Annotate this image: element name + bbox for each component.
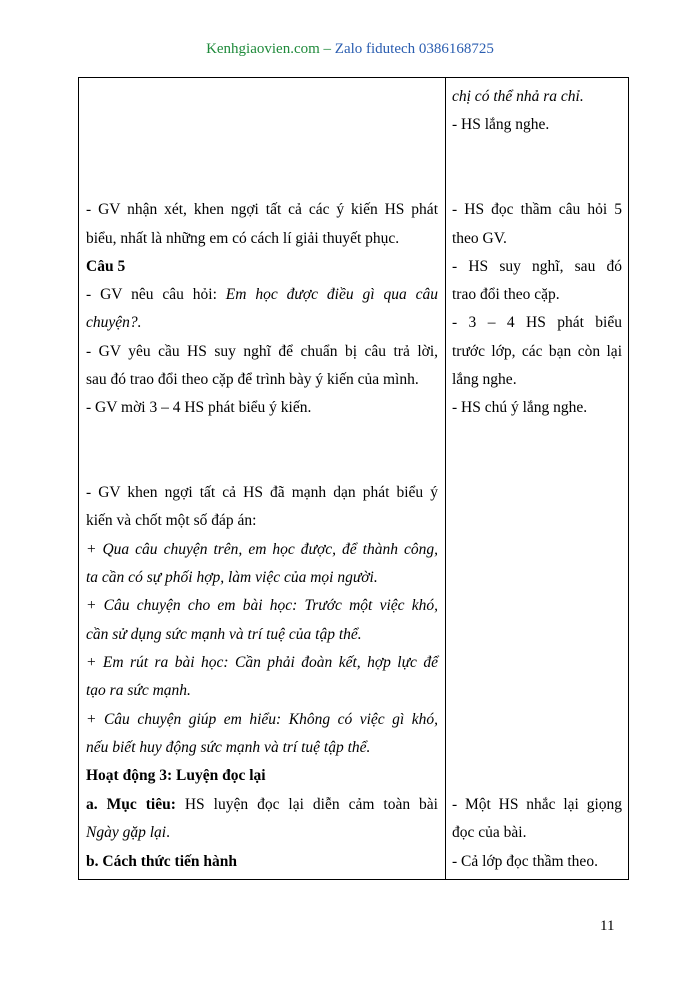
right-line: đọc của bài. xyxy=(452,824,527,841)
answer-line: nếu biết huy động sức mạnh và trí tuệ tập thể. xyxy=(86,739,371,756)
right-line: theo GV. xyxy=(452,230,507,247)
objective-text: HS luyện đọc lại diễn cảm toàn bài xyxy=(175,796,438,813)
left-line: chuyện?. xyxy=(86,314,142,331)
answer-line: + Câu chuyện cho em bài học: Trước một việc khó, xyxy=(86,597,438,614)
left-line: - GV mời 3 – 4 HS phát biểu ý kiến. xyxy=(86,399,312,416)
answer-line: + Em rút ra bài học: Cần phải đoàn kết, hợp lực để xyxy=(86,654,438,671)
answer-line: cần sử dụng sức mạnh và trí tuệ của tập thể. xyxy=(86,626,362,643)
left-line: - GV nhận xét, khen ngợi tất cả các ý kiến HS phát xyxy=(86,201,438,218)
left-line: - GV yêu cầu HS suy nghĩ để chuẩn bị câu trả lời, xyxy=(86,343,438,360)
zalo-contact[interactable]: Zalo fidutech 0386168725 xyxy=(334,41,494,57)
page-header xyxy=(0,41,700,58)
objective-label: a. Mục tiêu: xyxy=(86,796,176,813)
header-separator: – xyxy=(319,41,335,57)
activity-heading: Hoạt động 3: Luyện đọc lại xyxy=(86,767,266,784)
left-line: sau đó trao đổi theo cặp để trình bày ý kiến của mình. xyxy=(86,371,419,388)
column-divider xyxy=(445,77,446,880)
left-line xyxy=(86,823,438,843)
right-line: - Một HS nhắc lại giọng xyxy=(452,796,622,813)
period: . xyxy=(166,824,170,841)
method-heading: b. Cách thức tiến hành xyxy=(86,853,237,870)
page-number: 11 xyxy=(600,918,615,934)
right-line: - Cả lớp đọc thầm theo. xyxy=(452,853,598,870)
question-prefix: - GV nêu câu hỏi: xyxy=(86,286,226,303)
answer-line: ta cần có sự phối hợp, làm việc của mọi người. xyxy=(86,569,378,586)
question-text: Em học được điều gì qua câu xyxy=(225,286,438,303)
lesson-title: Ngày gặp lại xyxy=(86,824,167,841)
left-line: kiến và chốt một số đáp án: xyxy=(86,512,257,529)
right-line: - 3 – 4 HS phát biểu xyxy=(452,314,622,331)
right-line: - HS đọc thầm câu hỏi 5 xyxy=(452,201,622,218)
right-line: chị có thể nhả ra chỉ. xyxy=(452,88,584,105)
right-line: - HS lắng nghe. xyxy=(452,116,550,133)
answer-line: + Câu chuyện giúp em hiểu: Không có việc gì khó, xyxy=(86,711,438,728)
right-line: trao đổi theo cặp. xyxy=(452,286,560,303)
right-line: lắng nghe. xyxy=(452,371,517,388)
lesson-table xyxy=(78,77,629,880)
answer-line: + Qua câu chuyện trên, em học được, để thành công, xyxy=(86,541,438,558)
left-line: biểu, nhất là những em có cách lí giải thuyết phục. xyxy=(86,230,400,247)
right-line: - HS suy nghĩ, sau đó xyxy=(452,258,622,275)
section-heading: Câu 5 xyxy=(86,258,126,275)
left-line xyxy=(86,795,438,815)
answer-line: tạo ra sức mạnh. xyxy=(86,682,191,699)
right-line: - HS chú ý lắng nghe. xyxy=(452,399,588,416)
left-line: - GV khen ngợi tất cả HS đã mạnh dạn phát biểu ý xyxy=(86,484,438,501)
left-line xyxy=(86,285,438,305)
right-line: trước lớp, các bạn còn lại xyxy=(452,343,622,360)
site-name[interactable]: Kenhgiaovien.com xyxy=(206,41,320,57)
